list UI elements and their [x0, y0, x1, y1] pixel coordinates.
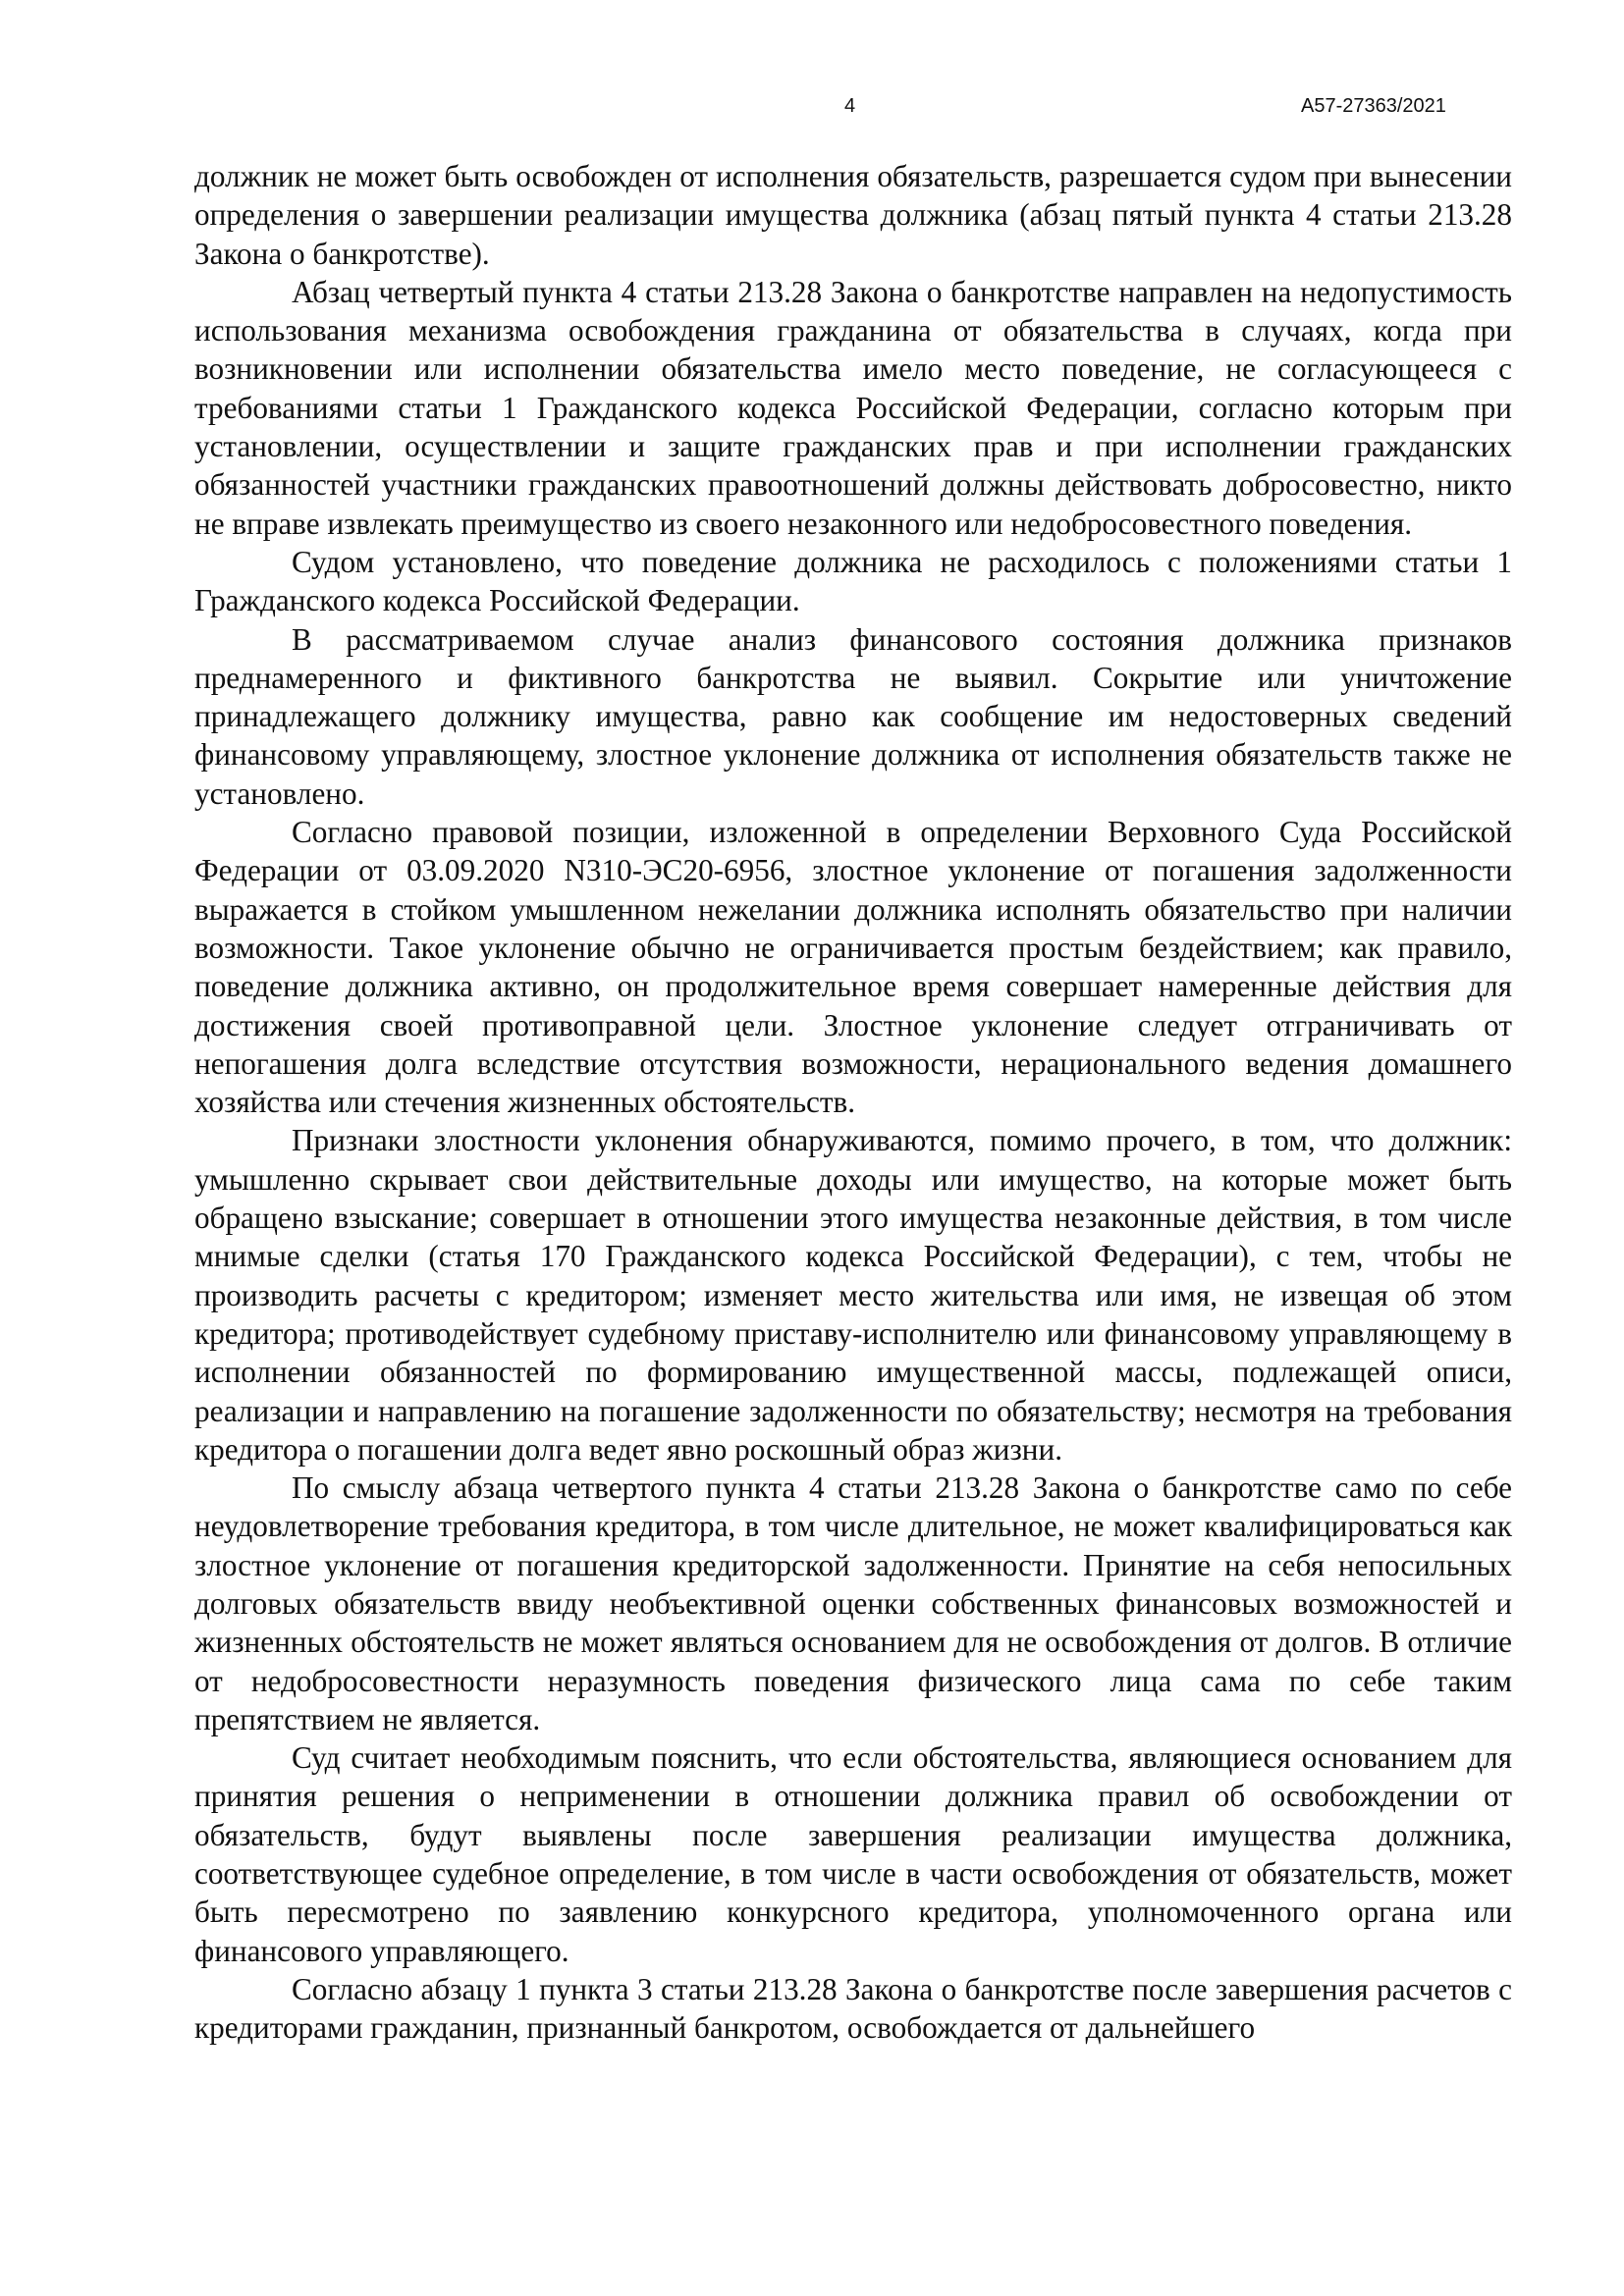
paragraph: Согласно правовой позиции, изложенной в определении Верховного Суда Российской Федерации от 03.09.2020 N310-ЭС20-6956, злостное уклонение от погашения задолженности выражается в стойком умышленном нежелании должника исполнять обязательство при наличии возможности. Такое уклонение обычно не ограничивается простым бездействием; как правило, поведение должника активно, он продолжительное время совершает намеренные действия для достижения своей противоправной цели. Злостное уклонение следует отграничивать от непогашения долга вследствие отсутствия возможности, нерационального ведения домашнего хозяйства или стечения жизненных обстоятельств.	[194, 815, 1512, 1120]
paragraph: Согласно абзацу 1 пункта 3 статьи 213.28 Закона о банкротстве после завершения расчетов с кредиторами гражданин, признанный банкротом, освобождается от дальнейшего	[194, 1971, 1512, 2046]
paragraph: В рассматриваемом случае анализ финансового состояния должника признаков преднамеренного и фиктивного банкротства не выявил. Сокрытие или уничтожение принадлежащего должнику имущества, равно как сообщение им недостоверных сведений финансовому управляющему, злостное уклонение должника от исполнения обязательств также не установлено.	[194, 621, 1512, 811]
document-body	[194, 157, 1512, 2048]
paragraph-continuation: должник не может быть освобожден от исполнения обязательств, разрешается судом при вынесении определения о завершении реализации имущества должника (абзац пятый пункта 4 статьи 213.28 Закона о банкротстве).	[194, 159, 1512, 271]
paragraph: Признаки злостности уклонения обнаруживаются, помимо прочего, в том, что должник: умышленно скрывает свои действительные доходы или имущество, на которые может быть обращено взыскание; совершает в отношении этого имущества незаконные действия, в том числе мнимые сделки (статья 170 Гражданского кодекса Российской Федерации), с тем, чтобы не производить расчеты с кредитором; изменяет место жительства или имя, не извещая об этом кредитора; противодействует судебному приставу-исполнителю или финансовому управляющему в исполнении обязанностей по формированию имущественной массы, подлежащей описи, реализации и направлению на погашение задолженности по обязательству; несмотря на требования кредитора о погашении долга ведет явно роскошный образ жизни.	[194, 1123, 1512, 1467]
paragraph: Абзац четвертый пункта 4 статьи 213.28 Закона о банкротстве направлен на недопустимость использования механизма освобождения гражданина от обязательства в случаях, когда при возникновении или исполнении обязательства имело место поведение, не согласующееся с требованиями статьи 1 Гражданского кодекса Российской Федерации, согласно которым при установлении, осуществлении и защите гражданских прав и при исполнении гражданских обязанностей участники гражданских правоотношений должны действовать добросовестно, никто не вправе извлекать преимущество из своего незаконного или недобросовестного поведения.	[194, 274, 1512, 541]
page-number: 4	[844, 95, 856, 117]
paragraph: Суд считает необходимым пояснить, что если обстоятельства, являющиеся основанием для принятия решения о неприменении в отношении должника правил об освобождении от обязательств, будут выявлены после завершения реализации имущества должника, соответствующее судебное определение, в том числе в части освобождения от обязательств, может быть пересмотрено по заявлению конкурсного кредитора, уполномоченного органа или финансового управляющего.	[194, 1740, 1512, 1968]
paragraph: По смыслу абзаца четвертого пункта 4 статьи 213.28 Закона о банкротстве само по себе неудовлетворение требования кредитора, в том числе длительное, не может квалифицироваться как злостное уклонение от погашения кредиторской задолженности. Принятие на себя непосильных долговых обязательств ввиду необъективной оценки собственных финансовых возможностей и жизненных обстоятельств не может являться основанием для не освобождения от долгов. В отличие от недобросовестности неразумность поведения физического лица сама по себе таким препятствием не является.	[194, 1470, 1512, 1736]
paragraph: Судом установлено, что поведение должника не расходилось с положениями статьи 1 Гражданского кодекса Российской Федерации.	[194, 544, 1512, 618]
case-number: А57-27363/2021	[1301, 95, 1446, 117]
